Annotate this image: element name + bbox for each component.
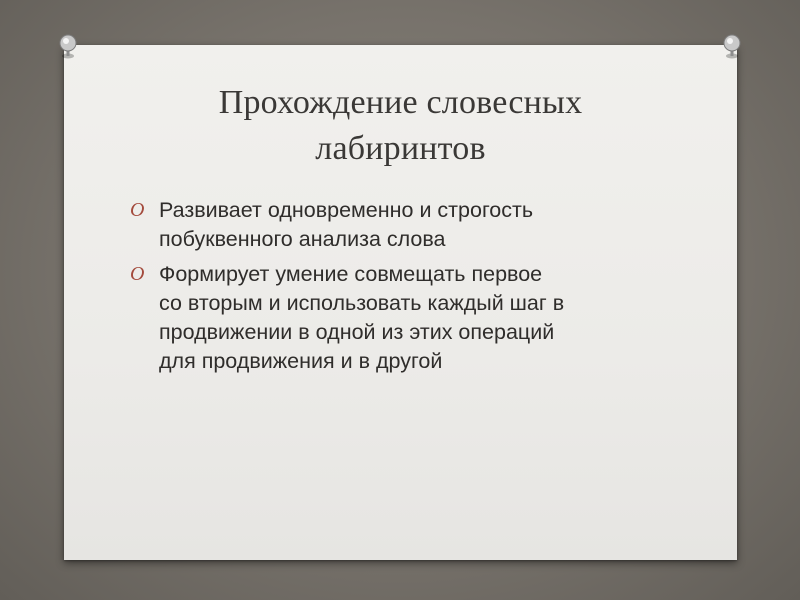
bullet-line: Формирует умение совмещать первое [159, 262, 543, 286]
slide-title-line-2: лабиринтов [315, 130, 486, 167]
bullet-item [130, 260, 690, 376]
bullet-marker-icon: O [130, 199, 145, 221]
pushpin-left-icon [58, 34, 78, 62]
bullet-item [130, 196, 690, 254]
slide-title [64, 80, 737, 172]
bullet-line: Развивает одновременно и строгость [159, 198, 534, 222]
pushpin-right-icon [722, 34, 742, 62]
bullet-line: продвижении в одной из этих операций [159, 320, 555, 344]
bullet-line: со вторым и использовать каждый шаг в [159, 291, 565, 315]
bullet-list [130, 196, 690, 382]
bullet-line: побуквенного анализа слова [159, 227, 446, 251]
bullet-marker-icon: O [130, 263, 145, 285]
slide-title-line-1: Прохождение словесных [218, 84, 583, 121]
bullet-line: для продвижения и в другой [159, 349, 443, 373]
